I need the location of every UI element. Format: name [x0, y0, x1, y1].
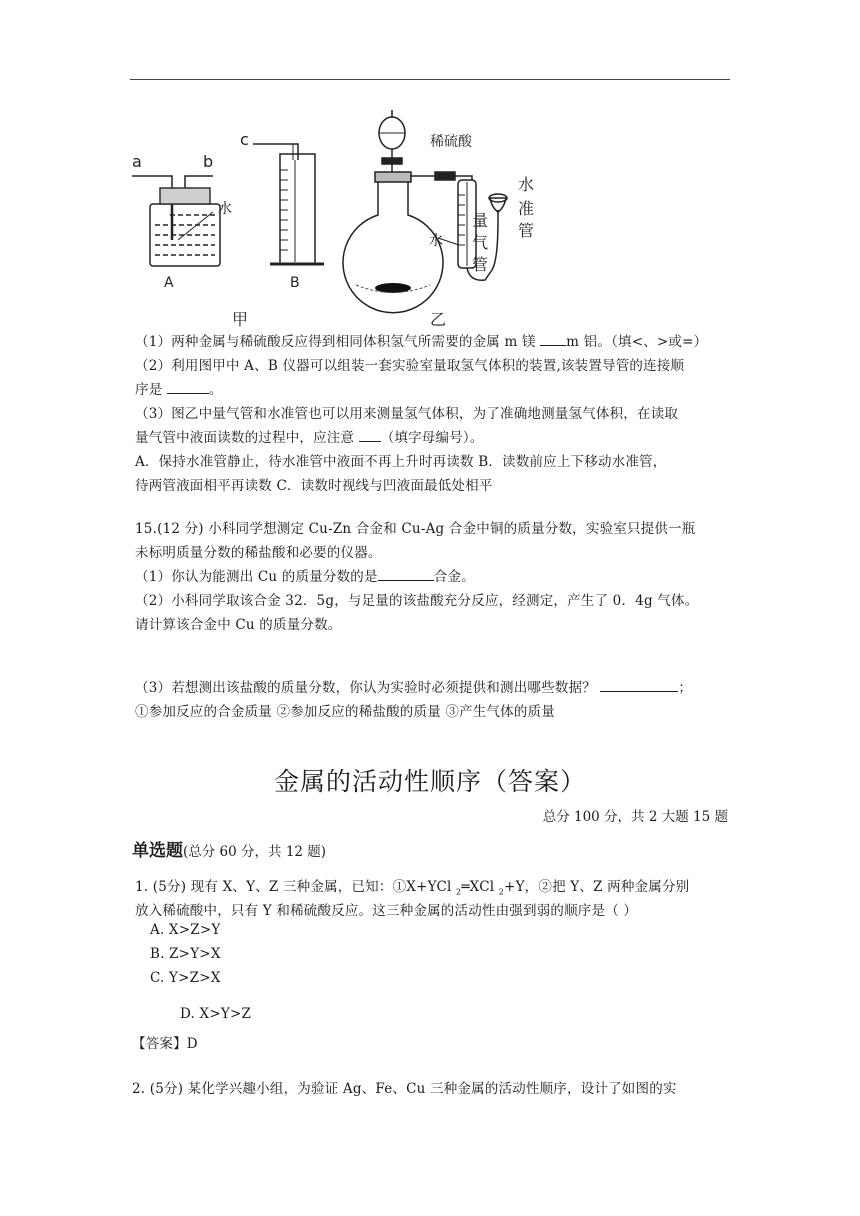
q14-part3-blank — [359, 429, 381, 442]
label-level-tube-2: 准 — [518, 199, 535, 218]
label-B: B — [290, 275, 300, 291]
label-gas-tube-2: 气 — [472, 233, 489, 252]
q15-part3-line2: ①参加反应的合金质量 ②参加反应的稀盐酸的质量 ③产生气体的质量 — [135, 704, 555, 720]
q14-part3-line2: 量气管中液面读数的过程中，应注意 （填字母编号）。 — [135, 430, 484, 446]
section-heading-rest: (总分 60 分，共 12 题) — [183, 844, 327, 860]
q1-line1: 1. (5分) 现有 X、Y、Z 三种金属，已知：①X+YCl $_2$═XCl $_2$+Y，②把 Y、Z 两种金属分别 — [135, 879, 690, 897]
section-heading — [132, 836, 326, 861]
label-c: c — [240, 130, 249, 149]
q15-part1: （1）你认为能测出 Cu 的质量分数的是 合金。 — [135, 569, 475, 585]
label-water-yi: 水 — [429, 233, 443, 249]
q14-options-line1: A．保持水准管静止，待水准管中液面不再上升时再读数 B．读数前应上下移动水准管， — [135, 454, 667, 470]
q15-part2-line2: 请计算该合金中 Cu 的质量分数。 — [135, 617, 342, 633]
q14-part2-line1: （2）利用图甲中 A、B 仪器可以组装一套实验室量取氢气体积的装置,该装置导管的连接顺 — [135, 358, 685, 374]
label-b: b — [203, 152, 214, 171]
label-acid: 稀硫酸 — [430, 134, 472, 150]
label-gas-tube-3: 管 — [472, 255, 489, 274]
q14-options-line2: 待两管液面相平再读数 C．读数时视线与凹液面最低处相平 — [135, 478, 493, 494]
q15-part3-line1: （3）若想测出该盐酸的质量分数，你认为实验时必须提供和测出哪些数据？ ； — [135, 680, 693, 696]
label-level-tube-1: 水 — [518, 175, 535, 194]
q1-option-a: A. X>Z>Y — [150, 922, 221, 938]
label-gas-tube-1: 量 — [472, 211, 489, 230]
label-A: A — [164, 275, 174, 291]
q15-line1: 15.(12 分) 小科同学想测定 Cu-Zn 合金和 Cu-Ag 合金中铜的质量分数，实验室只提供一瓶 — [135, 521, 696, 537]
q1-option-b: B. Z>Y>X — [150, 946, 221, 962]
answer-title: 金属的活动性顺序（答案） — [273, 767, 586, 796]
q14-part1-blank — [540, 333, 566, 346]
label-water-a: 水 — [218, 201, 232, 217]
section-heading-bold: 单选题 — [132, 841, 183, 861]
q14-part1: （1）两种金属与稀硫酸反应得到相同体积氢气所需要的金属 m 镁 m 铝。（填<、>或=） — [135, 334, 708, 350]
apparatus-figure — [120, 100, 600, 330]
q1-line2: 放入稀硫酸中，只有 Y 和稀硫酸反应。这三种金属的活动性由强到弱的顺序是（ ） — [135, 903, 638, 919]
label-level-tube-3: 管 — [518, 221, 535, 240]
q14-part3-line1: （3）图乙中量气管和水准管也可以用来测量氢气体积，为了准确地测量氢气体积，在读取 — [135, 406, 679, 422]
label-a: a — [132, 152, 142, 171]
q15-part1-blank — [378, 568, 434, 581]
q2-line1: 2. (5分) 某化学兴趣小组，为验证 Ag、Fe、Cu 三种金属的活动性顺序，设计了如图的实 — [132, 1081, 677, 1097]
answer-total: 总分 100 分，共 2 大题 15 题 — [542, 809, 728, 825]
label-jia: 甲 — [232, 310, 249, 329]
q1-answer: 【答案】D — [132, 1036, 198, 1052]
q15-part2-line1: （2）小科同学取该合金 32．5g，与足量的该盐酸充分反应，经测定，产生了 0．4g 气体。 — [135, 593, 699, 609]
q15-part3-blank — [600, 679, 678, 692]
q14-part2-blank — [167, 381, 209, 394]
header-rule — [130, 79, 730, 80]
q1-option-c: C. Y>Z>X — [150, 970, 221, 986]
q15-line2: 未标明质量分数的稀盐酸和必要的仪器。 — [135, 545, 382, 561]
q14-part2-line2: 序是 。 — [135, 382, 223, 398]
q1-option-d: D. X>Y>Z — [180, 1006, 252, 1022]
label-yi: 乙 — [430, 310, 447, 329]
